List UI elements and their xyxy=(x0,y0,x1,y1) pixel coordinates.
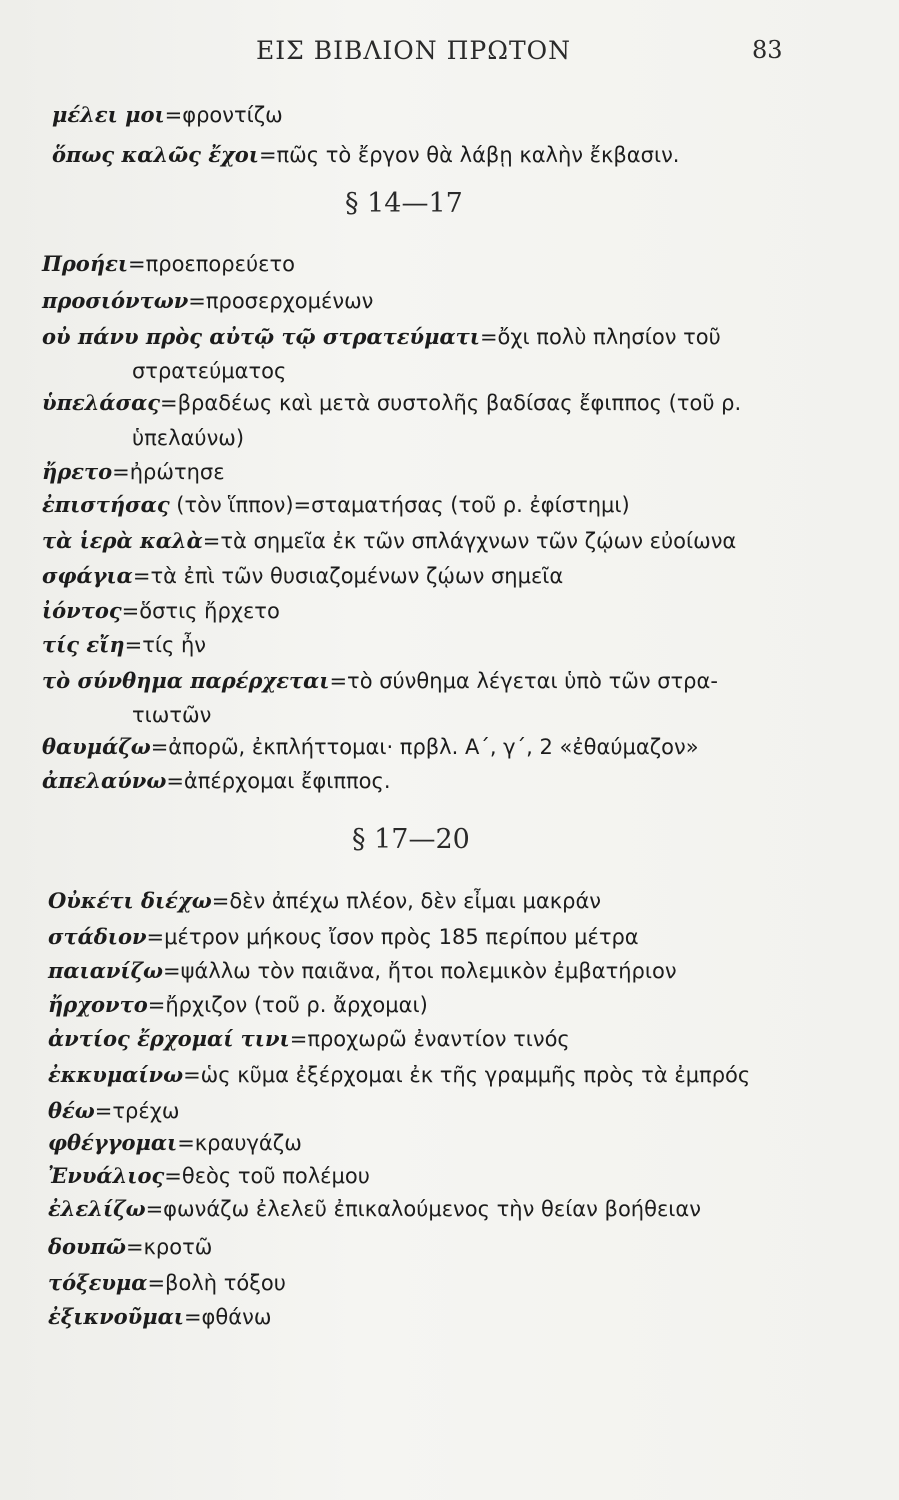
entry-gloss: =κροτῶ xyxy=(125,1235,213,1259)
entry-gloss: =προσερχομένων xyxy=(188,289,374,313)
entry-term: τόξευμα xyxy=(48,1270,148,1295)
entry-gloss: =φροντίζω xyxy=(164,103,283,127)
entry-gloss: =τὰ ἐπὶ τῶν θυσιαζομένων ζῴων σημεῖα xyxy=(132,564,564,588)
entry-term: Προήει xyxy=(42,251,129,276)
glossary-entry xyxy=(42,632,206,657)
entry-gloss: =προεπορεύετο xyxy=(128,252,295,276)
entry-term: σφάγια xyxy=(42,563,133,588)
glossary-entry xyxy=(42,288,373,313)
glossary-entry xyxy=(42,598,280,623)
glossary-entry xyxy=(42,734,699,759)
entry-gloss: ὑπελαύνω) xyxy=(132,426,245,450)
entry-term: τὰ ἱερὰ καλὰ xyxy=(42,528,203,553)
glossary-entry xyxy=(42,492,630,517)
glossary-entry xyxy=(48,888,601,913)
glossary-entry xyxy=(42,324,721,349)
entry-term: μέλει μοι xyxy=(52,102,165,127)
entry-gloss: στρατεύματος xyxy=(132,359,287,383)
entry-term: ἀπελαύνω xyxy=(42,768,167,793)
entry-gloss: =ἠρώτησε xyxy=(112,460,225,484)
entry-term: ἐξικνοῦμαι xyxy=(48,1304,184,1329)
glossary-entry xyxy=(42,563,563,588)
glossary-entry xyxy=(42,390,741,415)
entry-gloss: =προχωρῶ ἐναντίον τινός xyxy=(289,1027,570,1051)
entry-term: Οὐκέτι διέχω xyxy=(48,888,212,913)
entry-gloss: =ἀπέρχομαι ἔφιππος. xyxy=(166,769,391,793)
entry-term: τίς εἴη xyxy=(42,632,125,657)
entry-gloss: =πῶς τὸ ἔργον θὰ λάβῃ καλὴν ἔκβασιν. xyxy=(258,143,680,167)
glossary-entry xyxy=(48,992,428,1017)
entry-gloss: =ἤρχιζον (τοῦ ρ. ἄρχομαι) xyxy=(147,993,428,1017)
glossary-entry-continuation xyxy=(132,358,286,383)
entry-term: ἐλελίζω xyxy=(48,1196,146,1221)
entry-term: ὅπως καλῶς ἔχοι xyxy=(52,142,259,167)
entry-gloss: =μέτρον μήκους ἴσον πρὸς 185 περίπου μέτρα xyxy=(146,925,639,949)
entry-term: ἤρχοντο xyxy=(48,992,148,1017)
entry-gloss: =τὸ σύνθημα λέγεται ὑπὸ τῶν στρα- xyxy=(329,669,718,693)
entry-gloss: =δὲν ἀπέχω πλέον, δὲν εἶμαι μακράν xyxy=(211,889,602,913)
entry-gloss: =ὄχι πολὺ πλησίον τοῦ xyxy=(479,325,721,349)
entry-gloss: =τὰ σημεῖα ἐκ τῶν σπλάγχνων τῶν ζῴων εὐοίωνα xyxy=(202,529,737,553)
glossary-entry xyxy=(42,768,391,793)
entry-gloss: =ὡς κῦμα ἐξέρχομαι ἐκ τῆς γραμμῆς πρὸς τὰ ἐμπρός xyxy=(183,1063,751,1087)
glossary-entry xyxy=(48,1196,701,1221)
entry-gloss: =κραυγάζω xyxy=(177,1131,302,1155)
entry-gloss: =βραδέως καὶ μετὰ συστολῆς βαδίσας ἔφιππος (τοῦ ρ. xyxy=(160,391,742,415)
glossary-entry xyxy=(42,251,295,276)
glossary-entry xyxy=(48,1026,570,1051)
entry-gloss: =τρέχω xyxy=(94,1099,180,1123)
entry-gloss: =ὅστις ἤρχετο xyxy=(121,599,280,623)
entry-term: δουπῶ xyxy=(48,1234,126,1259)
glossary-entry xyxy=(42,459,225,484)
entry-gloss: =βολὴ τόξου xyxy=(147,1271,286,1295)
entry-gloss: =ἀπορῶ, ἐκπλήττομαι· πρβλ. Α΄, γ΄, 2 «ἐθαύμαζον» xyxy=(150,735,699,759)
glossary-entry xyxy=(42,528,736,553)
entry-term: θέω xyxy=(48,1098,95,1123)
section-heading: § 14—17 xyxy=(345,188,463,219)
glossary-entry xyxy=(48,1270,286,1295)
entry-term: οὐ πάνυ πρὸς αὐτῷ τῷ στρατεύματι xyxy=(42,324,480,349)
entry-gloss: =ψάλλω τὸν παιᾶνα, ἤτοι πολεμικὸν ἐμβατήριον xyxy=(163,959,677,983)
entry-term: ἐπιστήσας xyxy=(42,492,170,517)
glossary-entry xyxy=(52,102,283,127)
entry-gloss: =τίς ἦν xyxy=(124,633,206,657)
glossary-entry xyxy=(48,958,677,983)
glossary-entry xyxy=(48,1098,179,1123)
page-number: 83 xyxy=(752,36,783,64)
entry-term: προσιόντων xyxy=(42,288,189,313)
entry-gloss: (τὸν ἵππον)=σταματήσας (τοῦ ρ. ἐφίστημι) xyxy=(169,493,630,517)
entry-gloss: =φωνάζω ἐλελεῦ ἐπικαλούμενος τὴν θείαν βοήθειαν xyxy=(145,1197,701,1221)
entry-gloss: τιωτῶν xyxy=(132,703,212,727)
running-title: ΕΙΣ ΒΙΒΛΙΟΝ ΠΡΩΤΟΝ xyxy=(256,36,572,65)
entry-term: ἐκκυμαίνω xyxy=(48,1062,184,1087)
glossary-entry xyxy=(48,924,639,949)
entry-term: στάδιον xyxy=(48,924,147,949)
section-heading: § 17—20 xyxy=(352,824,470,855)
entry-term: φθέγγομαι xyxy=(48,1130,178,1155)
glossary-entry-continuation xyxy=(132,702,211,727)
entry-term: ἀντίος ἔρχομαί τινι xyxy=(48,1026,290,1051)
glossary-entry xyxy=(48,1163,370,1188)
entry-term: παιανίζω xyxy=(48,958,164,983)
entry-gloss: =φθάνω xyxy=(183,1305,272,1329)
glossary-entry xyxy=(48,1130,302,1155)
entry-gloss: =θεὸς τοῦ πολέμου xyxy=(164,1164,370,1188)
entry-term: Ἐνυάλιος xyxy=(48,1163,165,1188)
glossary-entry xyxy=(52,142,679,167)
glossary-entry xyxy=(48,1062,750,1087)
glossary-entry-continuation xyxy=(132,425,244,450)
glossary-entry xyxy=(48,1234,212,1259)
glossary-entry xyxy=(42,668,718,693)
entry-term: θαυμάζω xyxy=(42,734,151,759)
entry-term: τὸ σύνθημα παρέρχεται xyxy=(42,668,330,693)
entry-term: ἤρετο xyxy=(42,459,113,484)
entry-term: ὑπελάσας xyxy=(42,390,161,415)
glossary-entry xyxy=(48,1304,271,1329)
entry-term: ἰόντος xyxy=(42,598,122,623)
